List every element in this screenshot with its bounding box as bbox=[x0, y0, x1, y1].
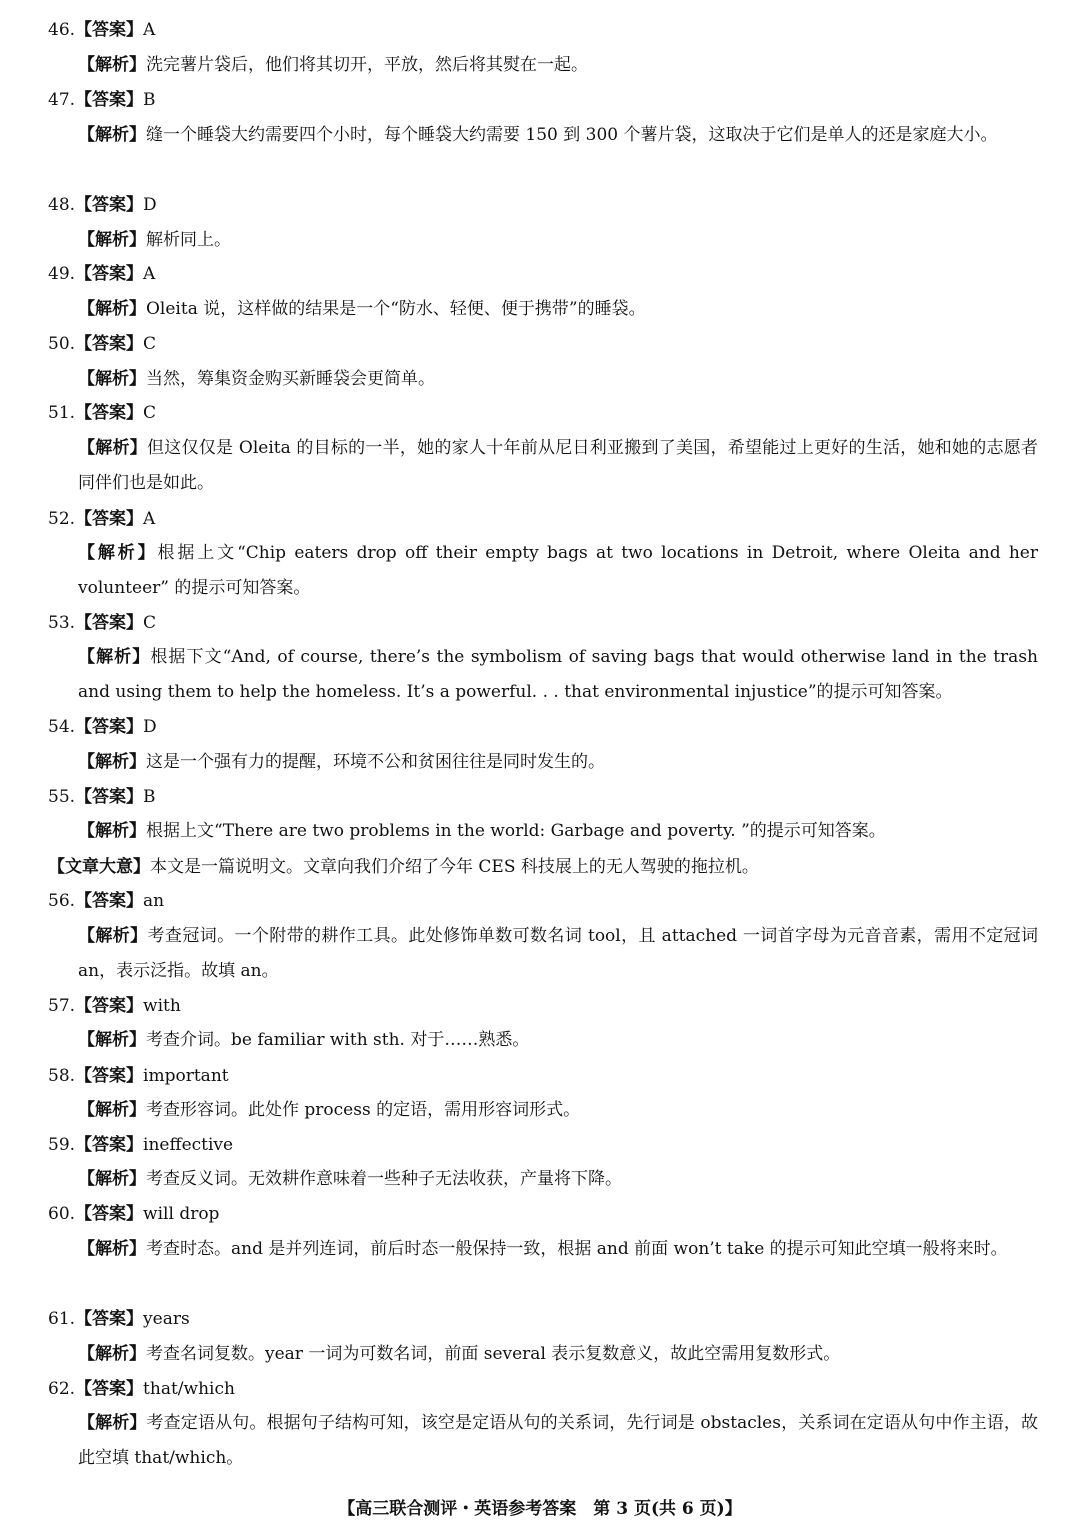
question-61 bbox=[48, 1307, 190, 1331]
explanation-text: 洗完薯片袋后，他们将其切开，平放，然后将其熨在一起。 bbox=[146, 55, 588, 75]
question-54 bbox=[48, 715, 157, 739]
answer-value: B bbox=[143, 787, 156, 807]
question-52 bbox=[48, 507, 155, 531]
explanation-tag: 【解析】 bbox=[78, 369, 146, 389]
answer-tag: 【答案】 bbox=[75, 509, 144, 529]
explanation-text: 但这仅仅是 Oleita 的目标的一半，她的家人十年前从尼日利亚搬到了美国，希望能过上更好的生活，她和她的志愿者同伴们也是如此。 bbox=[78, 438, 1038, 493]
answer-value: an bbox=[143, 891, 165, 911]
answer-tag: 【答案】 bbox=[75, 195, 144, 215]
explanation-55 bbox=[78, 814, 1038, 849]
explanation-50 bbox=[78, 362, 1038, 397]
question-48 bbox=[48, 193, 157, 217]
question-number: 46. bbox=[48, 20, 76, 40]
explanation-text: 根据上文“There are two problems in the world: Garbage and poverty. ”的提示可知答案。 bbox=[146, 821, 886, 841]
explanation-61 bbox=[78, 1337, 1038, 1372]
question-number: 61. bbox=[48, 1309, 76, 1329]
answer-tag: 【答案】 bbox=[75, 717, 144, 737]
answer-value: years bbox=[143, 1309, 190, 1329]
question-46 bbox=[48, 18, 155, 42]
explanation-text: 解析同上。 bbox=[146, 230, 231, 250]
answer-value: C bbox=[143, 334, 157, 354]
question-number: 52. bbox=[48, 509, 76, 529]
explanation-text: 缝一个睡袋大约需要四个小时，每个睡袋大约需要 150 到 300 个薯片袋，这取决于它们是单人的还是家庭大小。 bbox=[146, 125, 998, 145]
question-57 bbox=[48, 994, 181, 1018]
explanation-60 bbox=[78, 1232, 1038, 1267]
explanation-text: 根据下文“And, of course, there’s the symbolism of saving bags that would otherwise land in the trash and using them to help the homeless. It’s a powerful. . . that environmental injustice”的提示可知答案。 bbox=[78, 647, 1038, 702]
explanation-tag: 【解析】 bbox=[78, 1169, 146, 1189]
question-number: 58. bbox=[48, 1066, 76, 1086]
question-51 bbox=[48, 401, 156, 425]
answer-value: C bbox=[143, 613, 157, 633]
explanation-tag: 【解析】 bbox=[78, 1413, 147, 1433]
explanation-text: Oleita 说，这样做的结果是一个“防水、轻便、便于携带”的睡袋。 bbox=[146, 299, 646, 319]
answer-tag: 【答案】 bbox=[75, 403, 144, 423]
explanation-tag: 【解析】 bbox=[78, 125, 146, 145]
explanation-tag: 【解析】 bbox=[78, 1344, 146, 1364]
explanation-tag: 【解析】 bbox=[78, 438, 148, 458]
explanation-text: 考查定语从句。根据句子结构可知，该空是定语从句的关系词，先行词是 obstacles，关系词在定语从句中作主语，故此空填 that/which。 bbox=[78, 1413, 1039, 1468]
answer-tag: 【答案】 bbox=[75, 1135, 144, 1155]
question-number: 47. bbox=[48, 90, 76, 110]
explanation-56 bbox=[78, 919, 1038, 989]
explanation-46 bbox=[78, 48, 1038, 83]
answer-value: that/which bbox=[143, 1379, 235, 1399]
explanation-text: 考查冠词。一个附带的耕作工具。此处修饰单数可数名词 tool，且 attached 一词首字母为元音音素，需用不定冠词 an，表示泛指。故填 an。 bbox=[78, 926, 1038, 981]
answer-value: A bbox=[143, 20, 156, 40]
answer-tag: 【答案】 bbox=[75, 90, 144, 110]
explanation-text: 考查名词复数。year 一词为可数名词，前面 several 表示复数意义，故此空需用复数形式。 bbox=[146, 1344, 841, 1364]
answer-tag: 【答案】 bbox=[75, 787, 144, 807]
article-summary bbox=[48, 855, 1038, 879]
answer-value: with bbox=[143, 996, 181, 1016]
question-49 bbox=[48, 262, 155, 286]
summary-tag: 【文章大意】 bbox=[48, 857, 150, 877]
question-59 bbox=[48, 1133, 233, 1157]
question-number: 62. bbox=[48, 1379, 76, 1399]
question-number: 56. bbox=[48, 891, 76, 911]
answer-tag: 【答案】 bbox=[75, 1204, 144, 1224]
question-56 bbox=[48, 889, 164, 913]
explanation-51 bbox=[78, 431, 1038, 501]
explanation-tag: 【解析】 bbox=[78, 647, 151, 667]
answer-tag: 【答案】 bbox=[75, 334, 144, 354]
answer-tag: 【答案】 bbox=[75, 20, 144, 40]
explanation-text: 考查介词。be familiar with sth. 对于……熟悉。 bbox=[146, 1030, 530, 1050]
question-60 bbox=[48, 1202, 219, 1226]
answer-value: D bbox=[143, 717, 157, 737]
explanation-tag: 【解析】 bbox=[78, 1239, 146, 1259]
explanation-tag: 【解析】 bbox=[78, 543, 158, 563]
question-number: 50. bbox=[48, 334, 76, 354]
question-number: 49. bbox=[48, 264, 76, 284]
explanation-tag: 【解析】 bbox=[78, 230, 146, 250]
explanation-62 bbox=[78, 1406, 1038, 1476]
explanation-tag: 【解析】 bbox=[78, 821, 146, 841]
question-number: 51. bbox=[48, 403, 76, 423]
question-number: 54. bbox=[48, 717, 76, 737]
explanation-text: 考查反义词。无效耕作意味着一些种子无法收获，产量将下降。 bbox=[146, 1169, 622, 1189]
explanation-59 bbox=[78, 1162, 1038, 1197]
explanation-47 bbox=[78, 118, 1038, 153]
answer-value: important bbox=[143, 1066, 229, 1086]
explanation-tag: 【解析】 bbox=[78, 55, 146, 75]
explanation-tag: 【解析】 bbox=[78, 1030, 146, 1050]
explanation-53 bbox=[78, 640, 1038, 710]
explanation-tag: 【解析】 bbox=[78, 752, 146, 772]
explanation-48 bbox=[78, 223, 1038, 258]
question-62 bbox=[48, 1377, 235, 1401]
answer-value: A bbox=[143, 264, 156, 284]
question-number: 60. bbox=[48, 1204, 76, 1224]
answer-value: ineffective bbox=[143, 1135, 234, 1155]
answer-value: D bbox=[143, 195, 157, 215]
answer-tag: 【答案】 bbox=[75, 613, 144, 633]
explanation-text: 这是一个强有力的提醒，环境不公和贫困往往是同时发生的。 bbox=[146, 752, 605, 772]
question-number: 57. bbox=[48, 996, 76, 1016]
answer-tag: 【答案】 bbox=[75, 1309, 144, 1329]
question-number: 48. bbox=[48, 195, 76, 215]
explanation-52 bbox=[78, 536, 1038, 606]
question-number: 53. bbox=[48, 613, 76, 633]
answer-value: B bbox=[143, 90, 156, 110]
question-58 bbox=[48, 1064, 229, 1088]
question-number: 59. bbox=[48, 1135, 76, 1155]
answer-tag: 【答案】 bbox=[75, 996, 144, 1016]
explanation-49 bbox=[78, 292, 1038, 327]
answer-tag: 【答案】 bbox=[75, 1379, 144, 1399]
explanation-text: 考查形容词。此处作 process 的定语，需用形容词形式。 bbox=[146, 1100, 581, 1120]
explanation-text: 考查时态。and 是并列连词，前后时态一般保持一致，根据 and 前面 won’t take 的提示可知此空填一般将来时。 bbox=[146, 1239, 1008, 1259]
answer-value: will drop bbox=[143, 1204, 220, 1224]
summary-text: 本文是一篇说明文。文章向我们介绍了今年 CES 科技展上的无人驾驶的拖拉机。 bbox=[150, 857, 759, 877]
answer-value: C bbox=[143, 403, 157, 423]
explanation-58 bbox=[78, 1093, 1038, 1128]
explanation-tag: 【解析】 bbox=[78, 926, 148, 946]
answer-tag: 【答案】 bbox=[75, 1066, 144, 1086]
question-number: 55. bbox=[48, 787, 76, 807]
answer-value: A bbox=[143, 509, 156, 529]
explanation-text: 当然，筹集资金购买新睡袋会更简单。 bbox=[146, 369, 435, 389]
question-47 bbox=[48, 88, 156, 112]
page-footer: 【高三联合测评・英语参考答案 第 3 页(共 6 页)】 bbox=[338, 1499, 742, 1519]
question-53 bbox=[48, 611, 156, 635]
question-50 bbox=[48, 332, 156, 356]
explanation-text: 根据上文“Chip eaters drop off their empty bags at two locations in Detroit, where Oleita and her volunteer” 的提示可知答案。 bbox=[78, 543, 1038, 598]
explanation-57 bbox=[78, 1023, 1038, 1058]
question-55 bbox=[48, 785, 156, 809]
answer-tag: 【答案】 bbox=[75, 891, 144, 911]
explanation-54 bbox=[78, 745, 1038, 780]
explanation-tag: 【解析】 bbox=[78, 1100, 146, 1120]
answer-tag: 【答案】 bbox=[75, 264, 144, 284]
explanation-tag: 【解析】 bbox=[78, 299, 146, 319]
